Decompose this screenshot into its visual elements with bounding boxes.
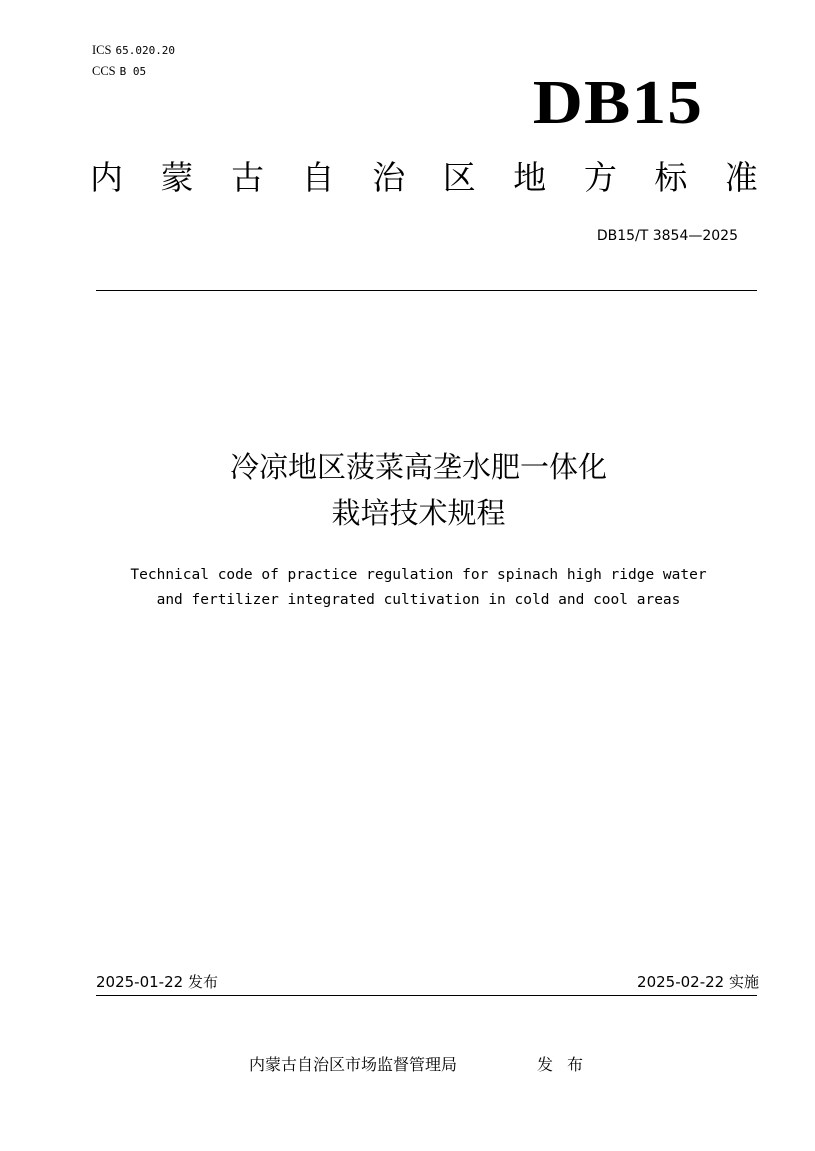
ics-line — [92, 40, 175, 61]
standard-type-char: 古 — [231, 158, 265, 197]
ics-value: 65.020.20 — [115, 44, 176, 57]
ccs-value: B 05 — [119, 65, 147, 78]
bottom-divider — [96, 995, 757, 996]
issue-label: 发布 — [537, 1055, 598, 1074]
standard-type-char: 标 — [654, 158, 688, 197]
standard-type-char: 自 — [301, 158, 335, 197]
ccs-line — [92, 61, 175, 82]
title-english-line-1: Technical code of practice regulation for spinach high ridge water — [130, 567, 707, 583]
title-chinese-line-2: 栽培技术规程 — [331, 496, 506, 530]
standard-type-char: 区 — [442, 158, 476, 197]
standard-number: DB15/T 3854—2025 — [596, 228, 738, 244]
title-english-line-2: and fertilizer integrated cultivation in cold and cool areas — [156, 592, 681, 608]
title-chinese-line-1: 冷凉地区菠菜高垄水肥一体化 — [229, 450, 607, 484]
standard-type-char: 内 — [90, 158, 123, 197]
standard-type-char: 蒙 — [160, 158, 194, 197]
title-chinese — [0, 444, 815, 536]
standard-type-char: 准 — [724, 158, 758, 197]
ics-label: ICS — [92, 43, 112, 57]
publish-date: 2025-01-22 发布 — [96, 973, 218, 991]
classification-codes — [92, 40, 175, 82]
ccs-label: CCS — [92, 64, 116, 78]
standard-type-char: 地 — [513, 158, 547, 197]
top-divider — [96, 290, 757, 291]
title-english — [0, 563, 815, 613]
standard-type-heading — [90, 156, 758, 200]
implement-date: 2025-02-22 实施 — [637, 973, 759, 991]
issuing-authority: 内蒙古自治区市场监督管理局 — [249, 1055, 458, 1074]
standard-type-char: 治 — [372, 158, 406, 197]
standard-type-char: 方 — [583, 158, 617, 197]
standard-code: DB15 — [532, 69, 703, 137]
